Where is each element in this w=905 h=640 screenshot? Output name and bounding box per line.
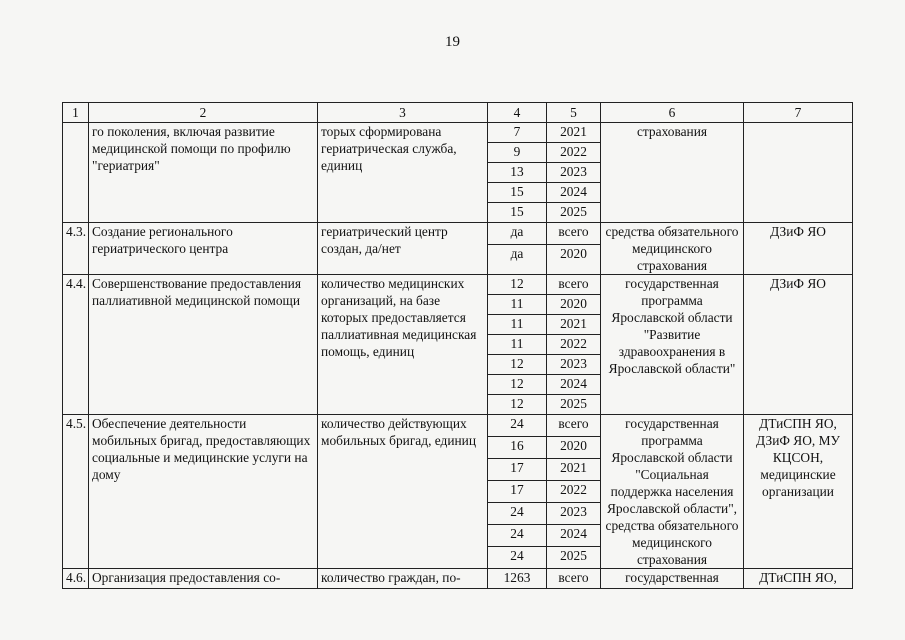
responsible-cell — [744, 123, 853, 223]
year-cell: 2022 — [547, 335, 601, 355]
action-cell: Совершенствование предоставления паллиативной медицинской помощи — [89, 275, 318, 415]
source-cell: государственная программа Ярославской области "Социальная поддержка населения Ярославской области", средства обязательного медицинского страхования — [601, 415, 744, 569]
col-header: 4 — [488, 103, 547, 123]
table-row — [63, 123, 853, 143]
col-header: 1 — [63, 103, 89, 123]
source-cell: государственная — [601, 569, 744, 589]
year-cell: 2020 — [547, 245, 601, 275]
col-header: 7 — [744, 103, 853, 123]
source-cell: страхования — [601, 123, 744, 223]
value-cell: 11 — [488, 295, 547, 315]
year-cell: 2021 — [547, 459, 601, 481]
value-cell: да — [488, 245, 547, 275]
table-row — [63, 415, 853, 437]
table-row — [63, 275, 853, 295]
year-cell: 2024 — [547, 375, 601, 395]
value-cell: 24 — [488, 525, 547, 547]
year-cell: 2021 — [547, 315, 601, 335]
year-cell: 2023 — [547, 355, 601, 375]
value-cell: 24 — [488, 547, 547, 569]
indicator-cell: количество действующих мобильных бригад, единиц — [318, 415, 488, 569]
value-cell: 15 — [488, 183, 547, 203]
plan-table — [62, 102, 853, 589]
indicator-cell: количество медицинских организаций, на базе которых предоставляется паллиативная медицинская помощь, единиц — [318, 275, 488, 415]
year-cell: 2023 — [547, 503, 601, 525]
col-header: 2 — [89, 103, 318, 123]
year-cell: 2020 — [547, 295, 601, 315]
action-cell: Организация предоставления со- — [89, 569, 318, 589]
col-header: 6 — [601, 103, 744, 123]
value-cell: 24 — [488, 503, 547, 525]
value-cell: 16 — [488, 437, 547, 459]
year-cell: 2022 — [547, 143, 601, 163]
value-cell: да — [488, 223, 547, 245]
year-cell: 2020 — [547, 437, 601, 459]
responsible-cell: ДЗиФ ЯО — [744, 223, 853, 275]
table-row — [63, 223, 853, 245]
value-cell: 13 — [488, 163, 547, 183]
page-number: 19 — [445, 34, 460, 50]
indicator-cell: торых сформирована гериатрическая служба, единиц — [318, 123, 488, 223]
value-cell: 24 — [488, 415, 547, 437]
indicator-cell: гериатрический центр создан, да/нет — [318, 223, 488, 275]
header-row — [63, 103, 853, 123]
value-cell: 11 — [488, 335, 547, 355]
year-cell: 2024 — [547, 183, 601, 203]
value-cell: 17 — [488, 481, 547, 503]
value-cell: 7 — [488, 123, 547, 143]
row-number: 4.6. — [63, 569, 89, 589]
col-header: 3 — [318, 103, 488, 123]
table-row — [63, 569, 853, 589]
year-cell: всего — [547, 275, 601, 295]
year-cell: 2023 — [547, 163, 601, 183]
row-number: 4.5. — [63, 415, 89, 569]
source-cell: государственная программа Ярославской области "Развитие здравоохранения в Ярославской области" — [601, 275, 744, 415]
year-cell: 2025 — [547, 203, 601, 223]
year-cell: 2025 — [547, 395, 601, 415]
value-cell: 12 — [488, 395, 547, 415]
year-cell: всего — [547, 223, 601, 245]
year-cell: 2025 — [547, 547, 601, 569]
row-number: 4.4. — [63, 275, 89, 415]
responsible-cell: ДТиСПН ЯО, — [744, 569, 853, 589]
source-cell: средства обязательного медицинского страхования — [601, 223, 744, 275]
col-header: 5 — [547, 103, 601, 123]
indicator-cell: количество граждан, по- — [318, 569, 488, 589]
action-cell: Обеспечение деятельности мобильных бригад, предоставляющих социальные и медицинские услуги на дому — [89, 415, 318, 569]
value-cell: 9 — [488, 143, 547, 163]
row-number: 4.3. — [63, 223, 89, 275]
value-cell: 17 — [488, 459, 547, 481]
row-number — [63, 123, 89, 223]
responsible-cell: ДТиСПН ЯО, ДЗиФ ЯО, МУ КЦСОН, медицинские организации — [744, 415, 853, 569]
value-cell: 12 — [488, 375, 547, 395]
action-cell: го поколения, включая развитие медицинской помощи по профилю "гериатрия" — [89, 123, 318, 223]
value-cell: 12 — [488, 275, 547, 295]
year-cell: 2022 — [547, 481, 601, 503]
value-cell: 1263 — [488, 569, 547, 589]
value-cell: 12 — [488, 355, 547, 375]
year-cell: 2021 — [547, 123, 601, 143]
year-cell: 2024 — [547, 525, 601, 547]
action-cell: Создание регионального гериатрического центра — [89, 223, 318, 275]
value-cell: 11 — [488, 315, 547, 335]
responsible-cell: ДЗиФ ЯО — [744, 275, 853, 415]
year-cell: всего — [547, 569, 601, 589]
value-cell: 15 — [488, 203, 547, 223]
year-cell: всего — [547, 415, 601, 437]
